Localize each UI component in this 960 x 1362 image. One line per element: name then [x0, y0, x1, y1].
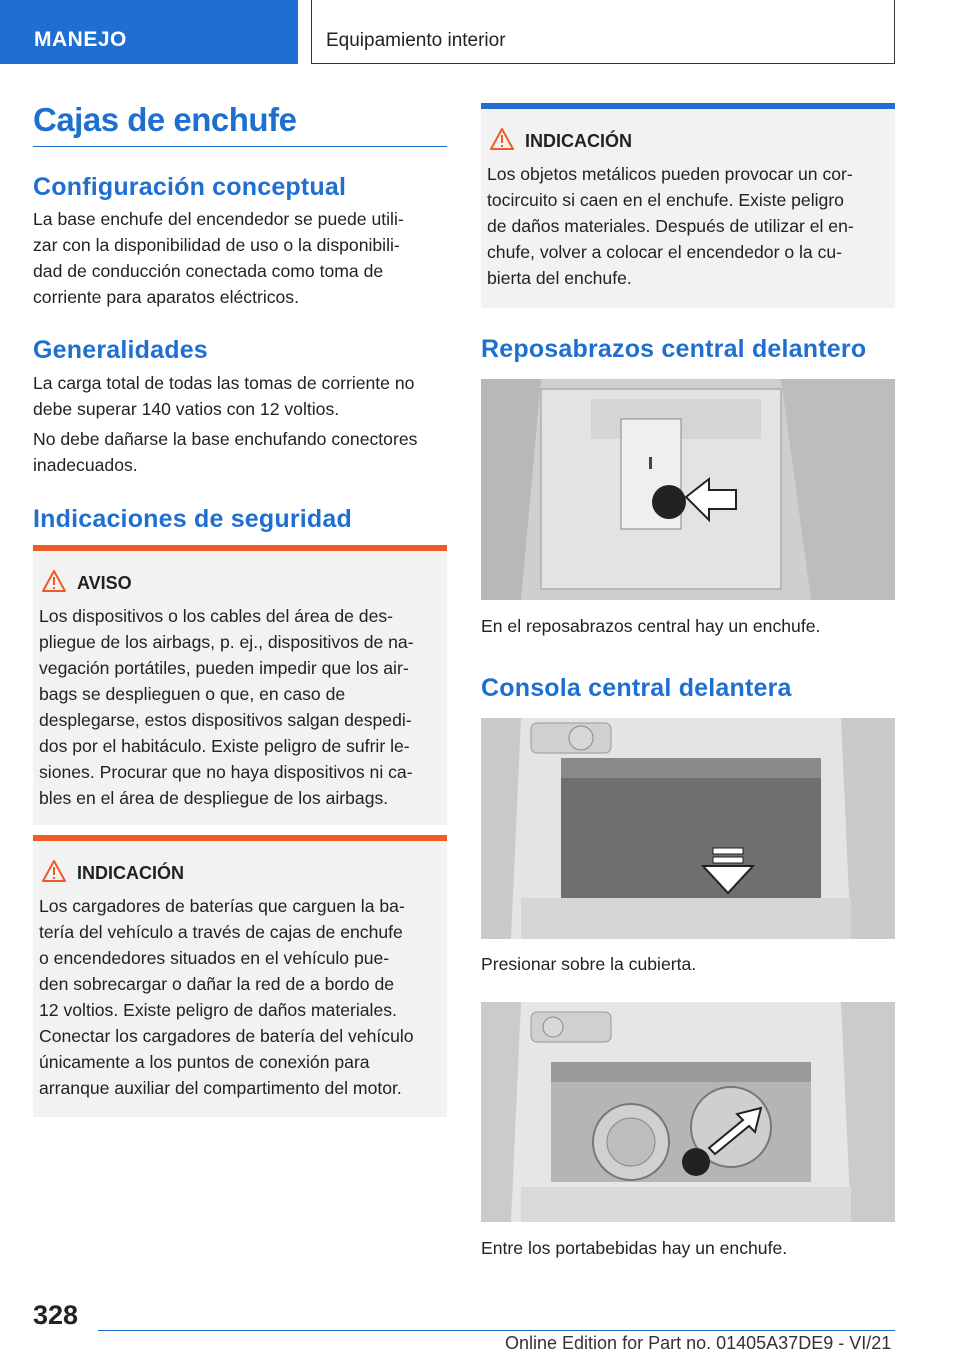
text-line: chufe, volver a colocar el encendedor o la cu‐: [487, 242, 843, 262]
text-line: bags se desplieguen o que, en caso de: [39, 684, 346, 704]
footer-edition: Online Edition for Part no. 01405A37DE9 - VI/21: [505, 1333, 892, 1353]
concept-paragraph: [33, 206, 449, 310]
general-paragraph-1: [33, 370, 449, 422]
warning-triangle-icon: [489, 127, 515, 151]
header-section-label: MANEJO: [34, 28, 127, 51]
heading-armrest: Reposabrazos central delantero: [481, 335, 867, 363]
armrest-caption: En el reposabrazos central hay un enchufe.: [481, 616, 821, 636]
page-number: 328: [33, 1300, 79, 1330]
header-chapter-box: [311, 0, 895, 64]
text-line: tocircuito si caen en el enchufe. Existe peligro: [487, 190, 844, 210]
note-title: INDICACIÓN: [525, 131, 632, 151]
text-line: inadecuados.: [33, 455, 138, 475]
text-line: debe superar 140 vatios con 12 voltios.: [33, 399, 340, 419]
header-section-tab: [0, 0, 298, 64]
console-cupholder-figure: [481, 1002, 895, 1222]
heading-concept: Configuración conceptual: [33, 173, 347, 201]
console-caption-1: Presionar sobre la cubierta.: [481, 954, 697, 974]
general-paragraph-2: [33, 426, 449, 478]
note-title: INDICACIÓN: [77, 863, 184, 883]
console-caption-2: Entre los portabebidas hay un enchufe.: [481, 1238, 788, 1258]
text-line: tería del vehículo a través de cajas de enchufe: [39, 922, 403, 942]
note-box-right: [481, 103, 895, 308]
text-line: den sobrecargar o dañar la red de a bordo de: [39, 974, 395, 994]
console-cover-figure: [481, 718, 895, 939]
text-line: únicamente a los puntos de conexión para: [39, 1052, 370, 1072]
text-line: Conectar los cargadores de batería del vehículo: [39, 1026, 414, 1046]
text-line: dad de conducción conectada como toma de: [33, 261, 384, 281]
text-line: La base enchufe del encendedor se puede utili‐: [33, 209, 404, 229]
footer-rule: [98, 1330, 895, 1331]
warning-text: [39, 603, 443, 811]
text-line: pliegue de los airbags, p. ej., dispositivos de na‐: [39, 632, 414, 652]
heading-safety: Indicaciones de seguridad: [33, 505, 352, 533]
note-text: [487, 161, 891, 291]
text-line: bles en el área de despliegue de los airbags.: [39, 788, 389, 808]
page-title: Cajas de enchufe: [33, 101, 297, 138]
text-line: corriente para aparatos eléctricos.: [33, 287, 299, 307]
text-line: Los cargadores de baterías que carguen la ba‐: [39, 896, 405, 916]
text-line: arranque auxiliar del compartimento del motor.: [39, 1078, 402, 1098]
text-line: o encendedores situados en el vehículo pue‐: [39, 948, 390, 968]
armrest-socket-figure: [481, 379, 895, 600]
warning-triangle-icon: [41, 859, 67, 883]
text-line: desplegarse, estos dispositivos salgan despedi‐: [39, 710, 412, 730]
text-line: zar con la disponibilidad de uso o la disponibili‐: [33, 235, 400, 255]
text-line: bierta del enchufe.: [487, 268, 632, 288]
warning-box: [33, 545, 447, 825]
heading-general: Generalidades: [33, 336, 208, 364]
text-line: No debe dañarse la base enchufando conectores: [33, 429, 418, 449]
text-line: dos por el habitáculo. Existe peligro de sufrir le‐: [39, 736, 410, 756]
warning-title: AVISO: [77, 573, 132, 593]
title-rule: [33, 146, 447, 147]
warning-triangle-icon: [41, 569, 67, 593]
text-line: Los dispositivos o los cables del área de des‐: [39, 606, 394, 626]
text-line: Los objetos metálicos pueden provocar un cor‐: [487, 164, 853, 184]
text-line: siones. Procurar que no haya dispositivos ni ca‐: [39, 762, 413, 782]
header-chapter-label: Equipamiento interior: [326, 30, 506, 51]
text-line: vegación portátiles, pueden impedir que los air‐: [39, 658, 409, 678]
text-line: de daños materiales. Después de utilizar el en‐: [487, 216, 854, 236]
note-text: [39, 893, 443, 1101]
note-box-left: [33, 835, 447, 1117]
text-line: La carga total de todas las tomas de corriente no: [33, 373, 415, 393]
heading-console: Consola central delantera: [481, 674, 792, 702]
text-line: 12 voltios. Existe peligro de daños materiales.: [39, 1000, 397, 1020]
